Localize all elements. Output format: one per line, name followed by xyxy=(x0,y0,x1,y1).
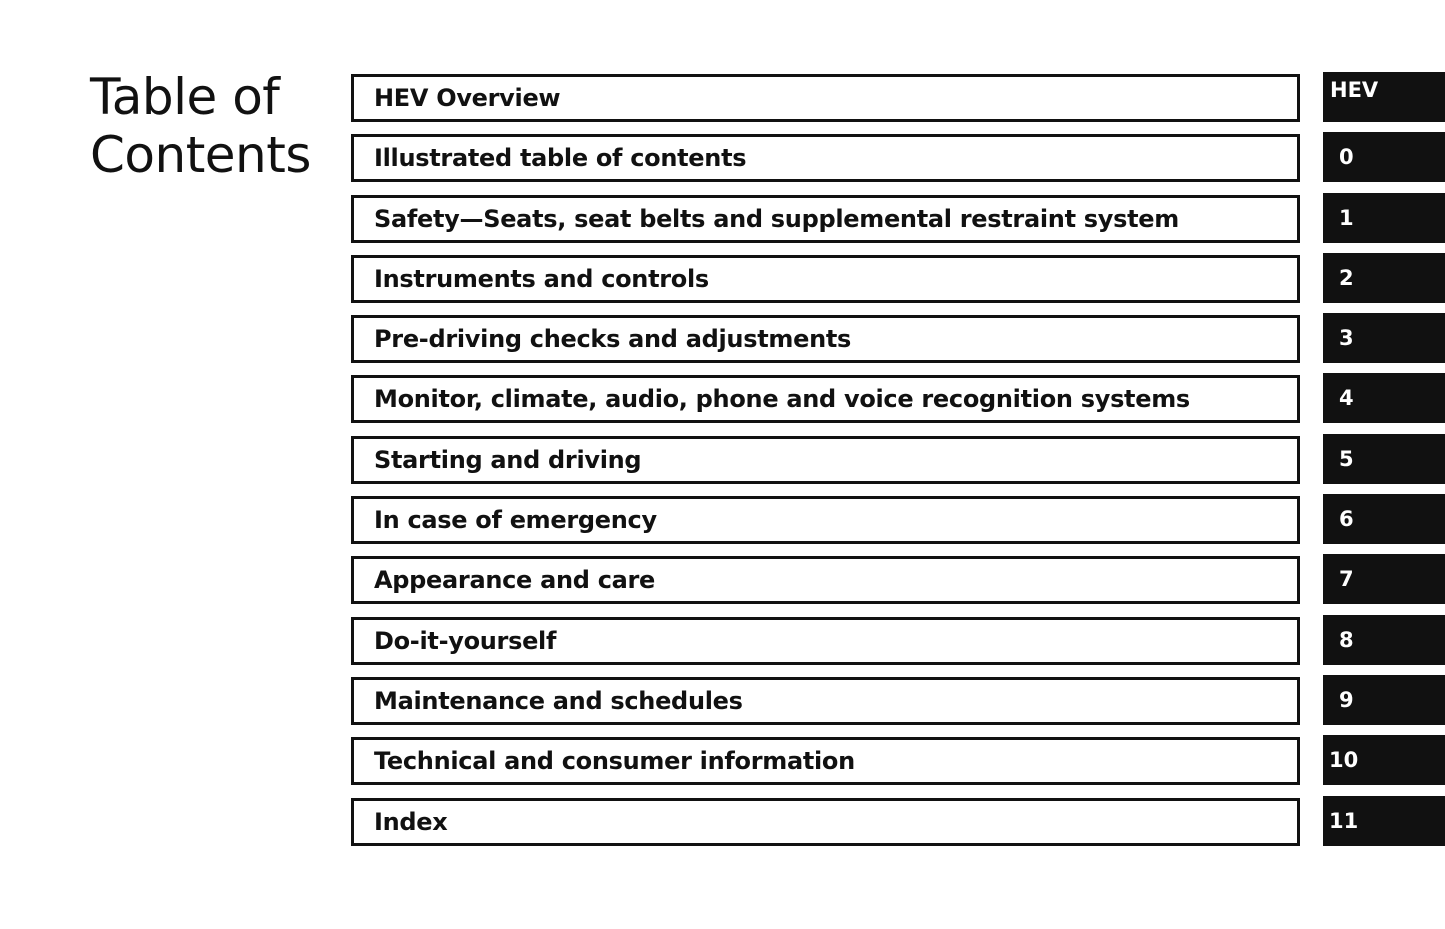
toc-entry-technical-info[interactable] xyxy=(351,737,1445,785)
toc-entry-emergency[interactable] xyxy=(351,496,1445,544)
toc-entry-hev-overview[interactable] xyxy=(351,74,1445,122)
toc-entry-monitor-climate[interactable] xyxy=(351,375,1445,423)
toc-section-tab[interactable]: 2 xyxy=(1323,253,1445,303)
toc-entry-do-it-yourself[interactable] xyxy=(351,617,1445,665)
toc-entry-index[interactable] xyxy=(351,798,1445,846)
toc-entry-label: Pre-driving checks and adjustments xyxy=(374,325,852,354)
toc-entry-label: Safety—Seats, seat belts and supplemental restraint system xyxy=(374,204,1179,233)
toc-entry-box[interactable] xyxy=(351,255,1300,303)
toc-entry-label: Index xyxy=(374,807,448,836)
toc-entry-label: Starting and driving xyxy=(374,445,642,474)
toc-section-tab[interactable]: 10 xyxy=(1323,735,1445,785)
toc-section-tab[interactable]: 11 xyxy=(1323,796,1445,846)
toc-entry-starting-driving[interactable] xyxy=(351,436,1445,484)
toc-entry-label: Technical and consumer information xyxy=(374,747,855,776)
toc-entry-box[interactable] xyxy=(351,677,1300,725)
toc-entry-label: Maintenance and schedules xyxy=(374,686,743,715)
toc-entry-box[interactable] xyxy=(351,496,1300,544)
toc-entry-illustrated-contents[interactable] xyxy=(351,134,1445,182)
toc-entry-box[interactable] xyxy=(351,798,1300,846)
toc-section-tab[interactable]: 4 xyxy=(1323,373,1445,423)
table-of-contents xyxy=(351,74,1445,858)
toc-section-tab[interactable]: 3 xyxy=(1323,313,1445,363)
toc-entry-box[interactable] xyxy=(351,315,1300,363)
toc-entry-safety[interactable] xyxy=(351,195,1445,243)
toc-entry-box[interactable] xyxy=(351,134,1300,182)
toc-section-tab[interactable]: HEV xyxy=(1323,72,1445,122)
toc-entry-box[interactable] xyxy=(351,617,1300,665)
toc-entry-label: Illustrated table of contents xyxy=(374,144,747,173)
toc-section-tab[interactable]: 5 xyxy=(1323,434,1445,484)
toc-entry-label: HEV Overview xyxy=(374,84,561,112)
toc-entry-pre-driving[interactable] xyxy=(351,315,1445,363)
toc-entry-box[interactable] xyxy=(351,195,1300,243)
toc-entry-box[interactable] xyxy=(351,375,1300,423)
toc-section-tab[interactable]: 0 xyxy=(1323,132,1445,182)
toc-section-tab[interactable]: 9 xyxy=(1323,675,1445,725)
toc-entry-label: Monitor, climate, audio, phone and voice recognition systems xyxy=(374,385,1190,414)
toc-entry-label: Do-it-yourself xyxy=(374,626,557,655)
page-title xyxy=(90,68,340,184)
toc-entry-label: Appearance and care xyxy=(374,566,656,595)
toc-entry-appearance-care[interactable] xyxy=(351,556,1445,604)
toc-entry-box[interactable] xyxy=(351,556,1300,604)
toc-entry-maintenance[interactable] xyxy=(351,677,1445,725)
toc-section-tab[interactable]: 1 xyxy=(1323,193,1445,243)
toc-section-tab[interactable]: 7 xyxy=(1323,554,1445,604)
toc-entry-box[interactable] xyxy=(351,74,1300,122)
toc-section-tab[interactable]: 8 xyxy=(1323,615,1445,665)
toc-section-tab[interactable]: 6 xyxy=(1323,494,1445,544)
page-title-line-1: Table of xyxy=(90,68,280,126)
toc-entry-box[interactable] xyxy=(351,737,1300,785)
toc-entry-instruments[interactable] xyxy=(351,255,1445,303)
page-title-line-2: Contents xyxy=(90,126,311,184)
toc-entry-label: Instruments and controls xyxy=(374,264,709,293)
toc-entry-label: In case of emergency xyxy=(374,506,657,535)
toc-entry-box[interactable] xyxy=(351,436,1300,484)
